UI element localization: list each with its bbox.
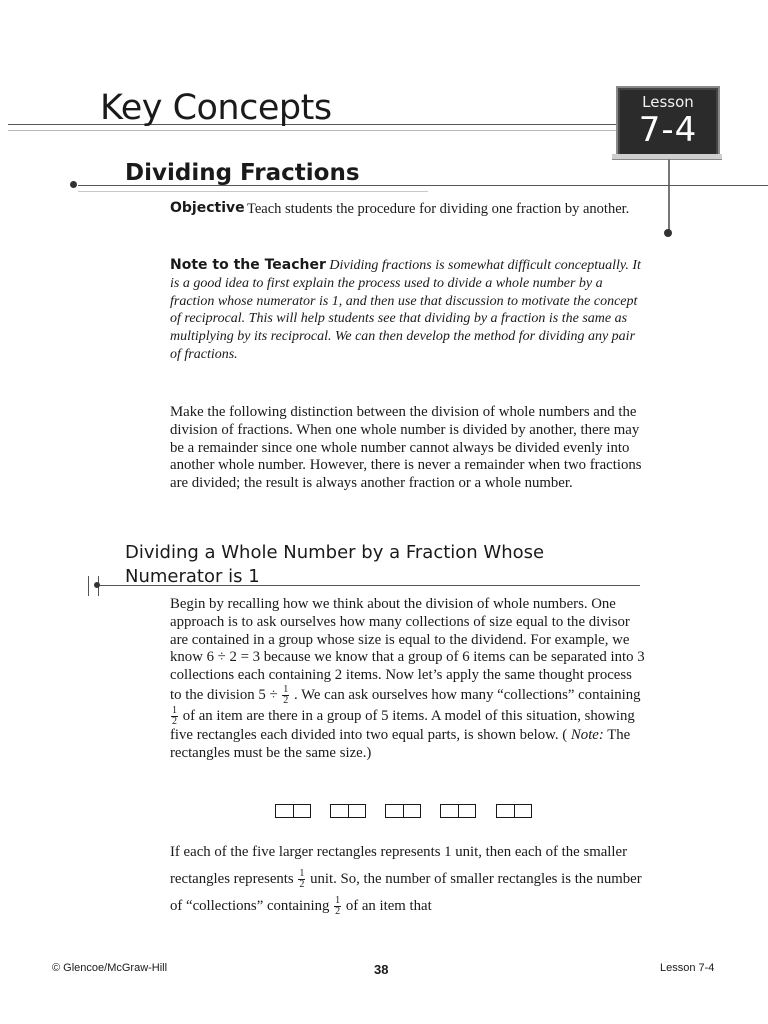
lesson-chalkboard [616,86,720,160]
chalkboard-ledge [612,154,722,160]
p2-text-1: Begin by recalling how we think about the division of whole numbers. One approach is to ask ourselves how many collections of size equal to the divisor are contained in a group whose size is equal to the dividend. For example, we know 6 ÷ 2 = 3 because we know that a group of 6 items can be separated into 3 collections each containing 2 items. Now let’s apply the same thought process to the division 5 ÷ [170,596,645,703]
footer-copyright: © Glencoe/McGraw-Hill [52,962,168,974]
p2-note-word: Note: [570,726,604,743]
page-title: Key Concepts [100,88,332,128]
fraction-denominator: 2 [335,906,341,918]
p3-text-1: If each of the five larger rectangles represents 1 unit, then each of the smaller rectangles represents [170,844,627,887]
decorative-vertical-line [668,159,670,233]
paragraph-whole-number-division [170,596,645,763]
halved-rectangle [330,804,366,818]
fraction-denominator: 2 [172,715,177,727]
fraction-numerator: 1 [299,868,305,880]
section-dot [70,181,77,188]
teacher-note-label: Note to the Teacher [170,257,326,273]
subsection-tick-left [88,576,89,596]
paragraph-distinction: Make the following distinction between the division of whole numbers and the division of fractions. When one whole number is divided by another, there may be a remainder since one whole number cannot always be divided evenly into another whole number. However, there is never a remainder when two fractions are divided; the result is always another fraction or a whole number. [170,404,642,492]
fraction-one-half [171,706,178,727]
subsection-dot [94,582,100,588]
section-rule-shadow [78,191,428,192]
p2-text-4: The rectangles must be the same size.) [170,726,631,761]
p3-text-2: unit. So, the number of smaller rectangles is the number of “collections” containing [170,871,642,914]
p2-text-2: . We can ask ourselves how many “collections” containing [294,686,641,703]
fraction-one-half [334,896,341,917]
board-lesson-number: 7-4 [638,110,698,150]
objective-label: Objective [170,200,245,216]
footer-lesson: Lesson 7-4 [660,962,715,974]
fraction-numerator: 1 [172,704,177,716]
subsection-rule [96,585,640,586]
halved-rectangle [275,804,311,818]
teacher-note [170,257,642,364]
halved-rectangle [496,804,532,818]
footer-page-number: 38 [374,962,389,977]
subsection-title: Dividing a Whole Number by a Fraction Whose Numerator is 1 [125,542,545,587]
teacher-note-text: Dividing fractions is somewhat difficult conceptually. It is a good idea to first explain the process used to divide a whole number by a fraction whose numerator is 1, and then use that discussion to motivate the concept of reciprocal. This will help students see that dividing by a fraction is the same as multiplying by its reciprocal. We can then develop the method for dividing any pair of fractions. [170,258,641,362]
decorative-dot [664,229,672,237]
halved-rectangle [385,804,421,818]
p3-text-3: of an item that [345,898,432,914]
fraction-denominator: 2 [283,694,289,706]
board-lesson-label: Lesson [642,93,694,111]
section-title: Dividing Fractions [125,160,360,186]
fraction-denominator: 2 [299,879,305,891]
objective-text: Teach students the procedure for dividing one fraction by another. [247,201,630,217]
fraction-numerator: 1 [283,683,289,695]
fraction-one-half [298,869,305,890]
fraction-numerator: 1 [335,895,341,907]
header-rule-shadow [8,130,620,131]
paragraph-smaller-rectangles [170,839,645,920]
fraction-one-half [282,685,289,706]
p2-text-3: of an item are there in a group of 5 items. A model of this situation, showing five rectangles each divided into two equal parts, is shown below. ( [170,707,635,743]
halved-rectangle [440,804,476,818]
